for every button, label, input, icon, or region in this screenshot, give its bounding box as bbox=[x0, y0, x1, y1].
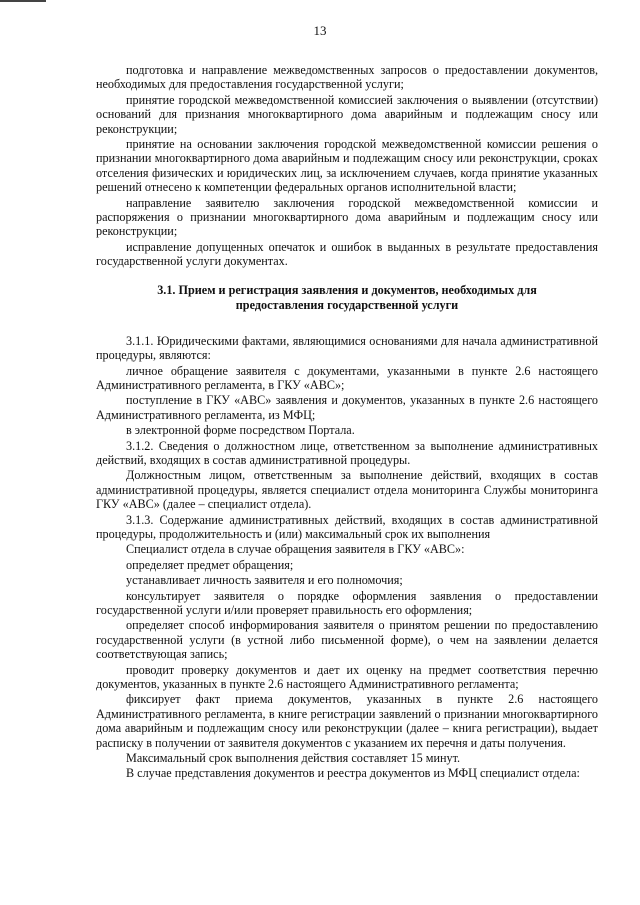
paragraph: фиксирует факт приема документов, указанных в пункте 2.6 настоящего Административного регламента, в книге регистрации заявлений о признании многоквартирного дома аварийным и подлежащим сносу или реконструкции (далее – книга регистрации), выдает расписку в получении от заявителя документов с указанием их перечня и даты получения. bbox=[96, 692, 598, 750]
paragraph: Максимальный срок выполнения действия составляет 15 минут. bbox=[126, 751, 461, 766]
paragraph: поступление в ГКУ «АВС» заявления и документов, указанных в пункте 2.6 настоящего Административного регламента, из МФЦ; bbox=[96, 393, 598, 422]
paragraph: консультирует заявителя о порядке оформления заявления о предоставлении государственной услуги и/или проверяет правильность его оформления; bbox=[96, 588, 598, 617]
paragraph: определяет способ информирования заявителя о принятом решении по предоставлению государственной услуги (в устной либо письменной форме), о чем на заявлении делается соответствующая запись; bbox=[96, 618, 598, 662]
paragraph: 3.1.1. Юридическими фактами, являющимися основаниями для начала административной процедуры, являются: bbox=[96, 333, 598, 363]
page-number: 13 bbox=[313, 23, 327, 38]
paragraph: определяет предмет обращения; bbox=[126, 557, 294, 572]
section-heading: 3.1. Прием и регистрация заявления и документов, необходимых для предоставления государственной услуги bbox=[157, 282, 537, 312]
top-edge-rule bbox=[0, 0, 46, 2]
paragraph: 3.1.2. Сведения о должностном лице, ответственном за выполнение административных действий, входящих в состав административной процедуры. bbox=[96, 438, 598, 467]
paragraph: 3.1.3. Содержание административных действий, входящих в состав административной процедуры, продолжительность и (или) максимальный срок их выполнения bbox=[96, 512, 598, 541]
paragraph: личное обращение заявителя с документами, указанными в пункте 2.6 настоящего Административного регламента, в ГКУ «АВС»; bbox=[96, 363, 598, 392]
paragraph: устанавливает личность заявителя и его полномочия; bbox=[126, 573, 403, 588]
paragraph: принятие на основании заключения городской межведомственной комиссии решения о признании многоквартирного дома аварийным и подлежащим сносу или реконструкции, сроках отселения физических и юридических лиц, за исключением случаев, когда принятие указанных решений отнесено к компетенции федеральных органов исполнительной власти; bbox=[96, 137, 598, 195]
document-body bbox=[96, 63, 598, 781]
paragraph: В случае представления документов и реестра документов из МФЦ специалист отдела: bbox=[126, 766, 580, 781]
paragraph: проводит проверку документов и дает их оценку на предмет соответствия перечню документов, указанных в пункте 2.6 настоящего Административного регламента; bbox=[96, 662, 598, 692]
paragraph: Специалист отдела в случае обращения заявителя в ГКУ «АВС»: bbox=[126, 542, 465, 557]
paragraph: Должностным лицом, ответственным за выполнение действий, входящих в состав административной процедуры, является специалист отдела мониторинга Службы мониторинга ГКУ «АВС» (далее – специалист отдела). bbox=[96, 468, 598, 512]
paragraph: принятие городской межведомственной комиссией заключения о выявлении (отсутствии) оснований для признания многоквартирного дома аварийным и подлежащим сносу или реконструкции; bbox=[96, 92, 598, 136]
paragraph: подготовка и направление межведомственных запросов о предоставлении документов, необходимых для предоставления государственной услуги; bbox=[96, 63, 598, 92]
paragraph: в электронной форме посредством Портала. bbox=[126, 423, 355, 438]
paragraph: исправление допущенных опечаток и ошибок в выданных в результате предоставления государственной услуги документах. bbox=[96, 239, 598, 269]
paragraph: направление заявителю заключения городской межведомственной комиссии и распоряжения о признании многоквартирного дома аварийным и подлежащим сносу или реконструкции; bbox=[96, 195, 598, 239]
